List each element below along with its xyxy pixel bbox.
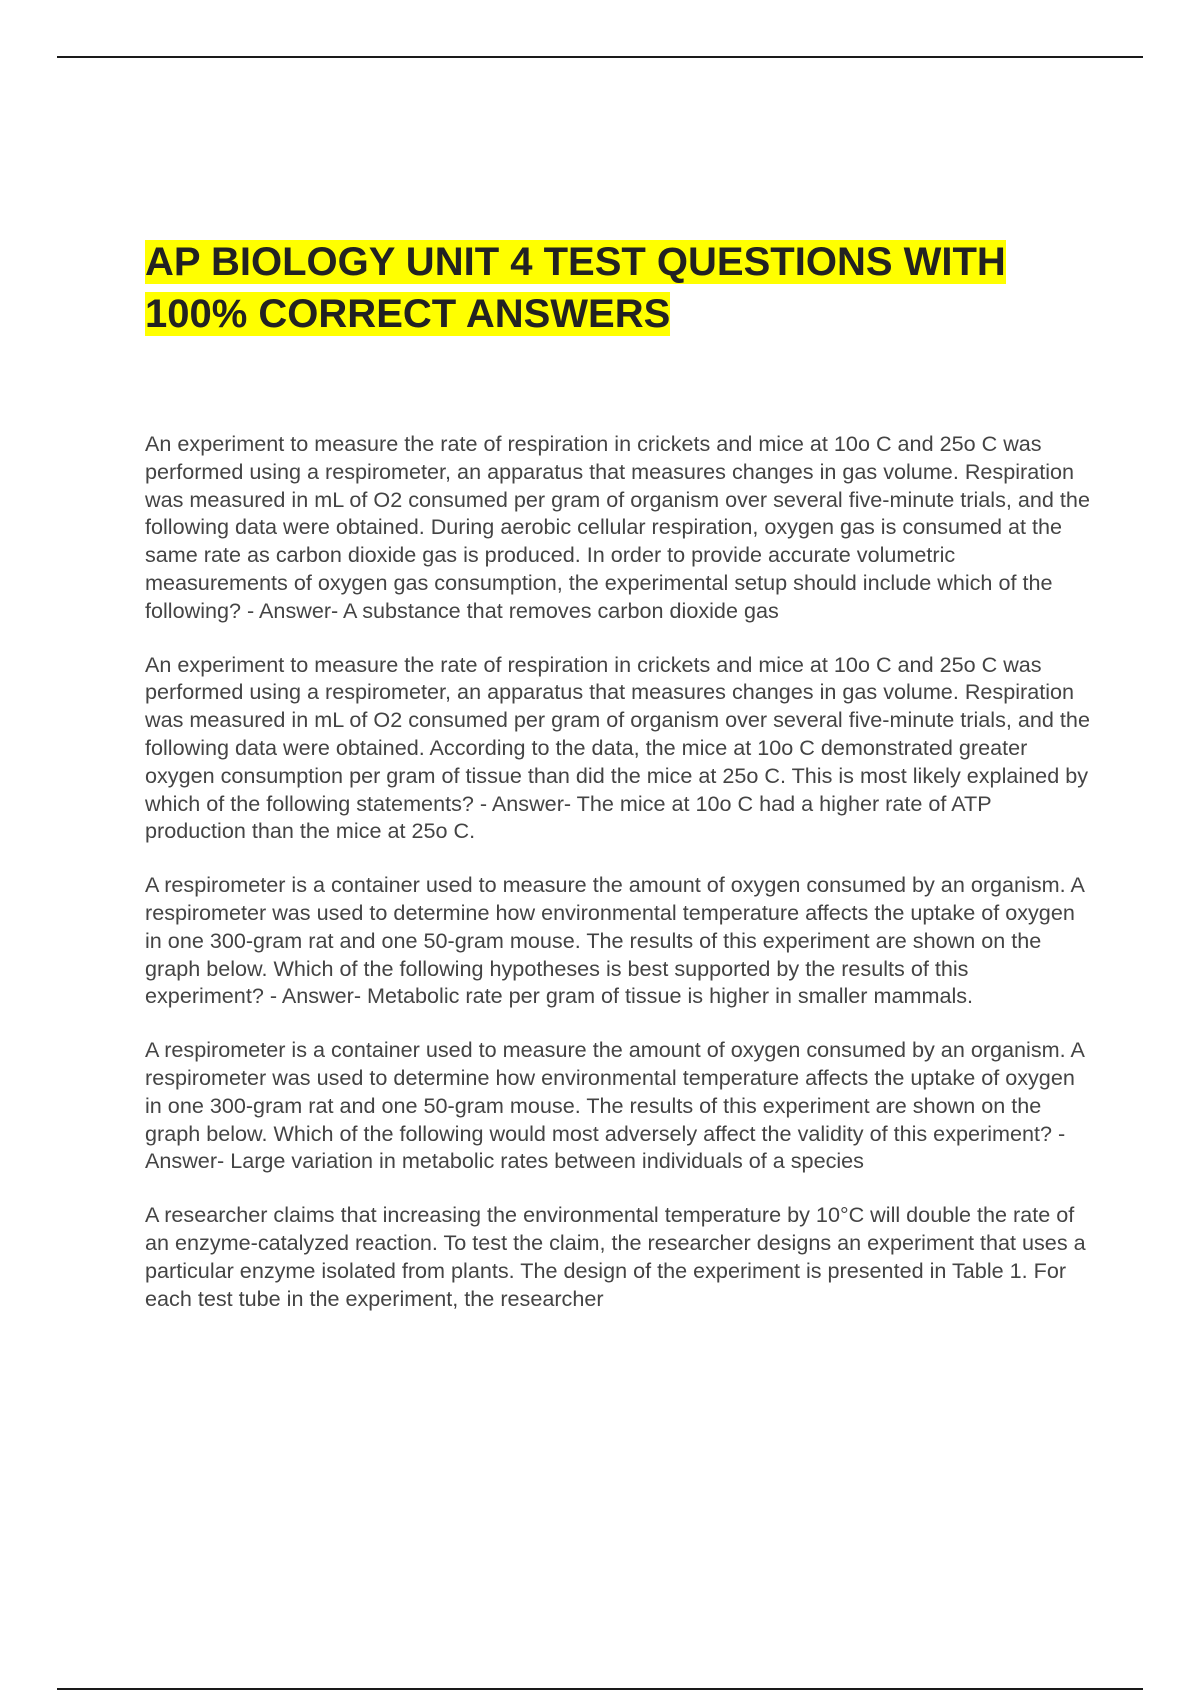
top-rule — [57, 56, 1143, 58]
bottom-rule — [57, 1688, 1143, 1690]
question-answer-2: An experiment to measure the rate of respiration in crickets and mice at 10o C and 25o C was performed using a respirometer, an apparatus that measures changes in gas volume. Respiration was measured in mL of O2 consumed per gram of organism over several five-minute trials, and the following data were obtained. According to the data, the mice at 10o C demonstrated greater oxygen consumption per gram of tissue than did the mice at 25o C. This is most likely explained by which of the following statements? - Answer- The mice at 10o C had a higher rate of ATP production than the mice at 25o C. — [145, 651, 1090, 844]
question-answer-5: A researcher claims that increasing the environmental temperature by 10°C will double the rate of an enzyme-catalyzed reaction. To test the claim, the researcher designs an experiment that uses a particular enzyme isolated from plants. The design of the experiment is presented in Table 1. For each test tube in the experiment, the researcher — [145, 1202, 1086, 1311]
title-highlight: AP BIOLOGY UNIT 4 TEST QUESTIONS WITH 100% CORRECT ANSWERS — [145, 240, 1006, 336]
question-answer-3: A respirometer is a container used to measure the amount of oxygen consumed by an organism. A respirometer was used to determine how environmental temperature affects the uptake of oxygen in one 300-gram rat and one 50-gram mouse. The results of this experiment are shown on the graph below. Which of the following hypotheses is best supported by the results of this experiment? - Answer- Metabolic rate per gram of tissue is higher in smaller mammals. — [145, 872, 1084, 1009]
question-answer-1: An experiment to measure the rate of respiration in crickets and mice at 10o C and 25o C was performed using a respirometer, an apparatus that measures changes in gas volume. Respiration was measured in mL of O2 consumed per gram of organism over several five-minute trials, and the following data were obtained. During aerobic cellular respiration, oxygen gas is consumed at the same rate as carbon dioxide gas is produced. In order to provide accurate volumetric measurements of oxygen gas consumption, the experimental setup should include which of the following? - Answer- A substance that removes carbon dioxide gas — [145, 431, 1090, 623]
document-title — [145, 236, 1065, 340]
question-answer-4: A respirometer is a container used to measure the amount of oxygen consumed by an organism. A respirometer was used to determine how environmental temperature affects the uptake of oxygen in one 300-gram rat and one 50-gram mouse. The results of this experiment are shown on the graph below. Which of the following would most adversely affect the validity of this experiment? - Answer- Large variation in metabolic rates between individuals of a species — [145, 1037, 1084, 1174]
document-body — [145, 430, 1090, 1338]
